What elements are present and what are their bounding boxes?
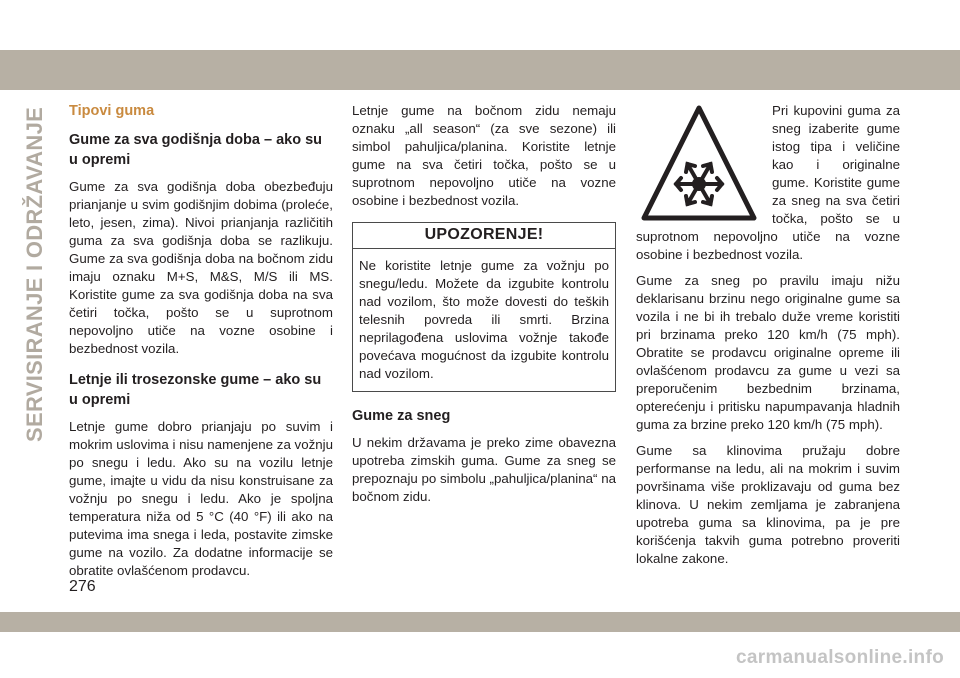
paragraph-all-season-tires: Gume za sva godišnja doba obezbeđuju prianjanje u svim godišnjim dobima (proleće, leto, jesen, zima). Nivoi prianjanja različitih guma za sva godišnja doba se razlikuju. Gume za sva godišnja doba na bočnom zidu imaju oznaku M+S, M&S, M/S ili MS. Koristite gume za sva godišnja doba na sva četiri točka, pošto se u suprotnom nepovoljno utiče na vozne osobine i bezbednost vozila. [69, 179, 333, 356]
warning-text: Ne koristite letnje gume za vožnju po snegu/ledu. Možete da izgubite kontrolu nad vozilom, što može dovesti do teških telesnih povreda ili smrti. Brzina neprilagođena uslovima vožnje takođe povećava mogućnost da izgubite kontrolu nad vozilom. [359, 258, 609, 381]
warning-box [352, 222, 616, 392]
column-middle [352, 102, 616, 514]
paragraph-snow-tires: U nekim državama je preko zime obavezna upotreba zimskih guma. Gume za sneg se prepoznaju po simbolu „pahuljica/planina“ na bočnom zidu. [352, 435, 616, 504]
heading-all-season-tires: Gume za sva godišnja doba – ako su u opremi [69, 132, 323, 168]
snow-symbol-graphic [636, 102, 762, 224]
paragraph-snow-tire-speed: Gume za sneg po pravilu imaju nižu deklarisanu brzinu nego originalne gume sa vozila i ne bi ih trebalo duže vreme koristiti pri brzinama preko 120 km/h (75 mph). Obratite se prodavcu originalne opreme ili ovlašćenom prodavcu za gume u vezi sa preporučenim bezbednim brzinama, opterećenju i pritisku napumpavanja hladnih guma za brzine preko 120 km/h (75 mph). [636, 273, 900, 432]
page-number: 276 [69, 578, 96, 595]
paragraph-summer-tire-marking: Letnje gume na bočnom zidu nemaju oznaku „all season“ (za sve sezone) ili simbol pahuljica/planina. Koristite letnje gume na sva četiri točka, pošto se u suprotnom nepovoljno utiče na vozne osobine i bezbednost vozila. [352, 103, 616, 208]
heading-summer-tires: Letnje ili trosezonske gume – ako su u opremi [69, 372, 322, 408]
paragraph-summer-tires: Letnje gume dobro prianjaju po suvim i mokrim uslovima i nisu namenjene za vožnju po snegu i ledu. Ako su na vozilu letnje gume, imajte u vidu da nisu konstruisane za vožnju po snegu i ledu. Ako je spoljna temperatura niža od 5 °C (40 °F) ili ako na putevima ima snega i leda, postavite zimske gume na vozilo. Za dodatne informacije se obratite ovlašćenom prodavcu. [69, 419, 333, 578]
header-band [0, 50, 960, 90]
heading-snow-tires: Gume za sneg [352, 408, 451, 424]
paragraph-buying-snow-tires: Pri kupovini guma za sneg izaberite gume istog tipa i veličine kao i originalne gume. Koristite gume za sneg na sva četiri točka, pošto se u suprotnom nepovoljno utiče na vozne osobine i bezbednost vozila. [636, 103, 900, 262]
watermark: carmanualsonline.info [736, 647, 944, 668]
column-right [636, 102, 900, 576]
footer-band [0, 612, 960, 632]
column-left [69, 102, 333, 588]
section-title: Tipovi guma [69, 103, 155, 119]
mountain-snowflake-icon [636, 102, 766, 228]
warning-title: UPOZORENJE! [353, 223, 615, 249]
paragraph-studded-tires: Gume sa klinovima pružaju dobre performanse na ledu, ali na mokrim i suvim površinama više proklizavaju od guma bez klinova. U nekim zemljama je zabranjena upotreba guma sa klinovima, pa je pre korišćenja takvih guma potrebno proveriti lokalne zakone. [636, 443, 900, 566]
warning-body [353, 249, 615, 391]
chapter-title-vertical: SERVISIRANJE I ODRŽAVANJE [22, 106, 47, 442]
